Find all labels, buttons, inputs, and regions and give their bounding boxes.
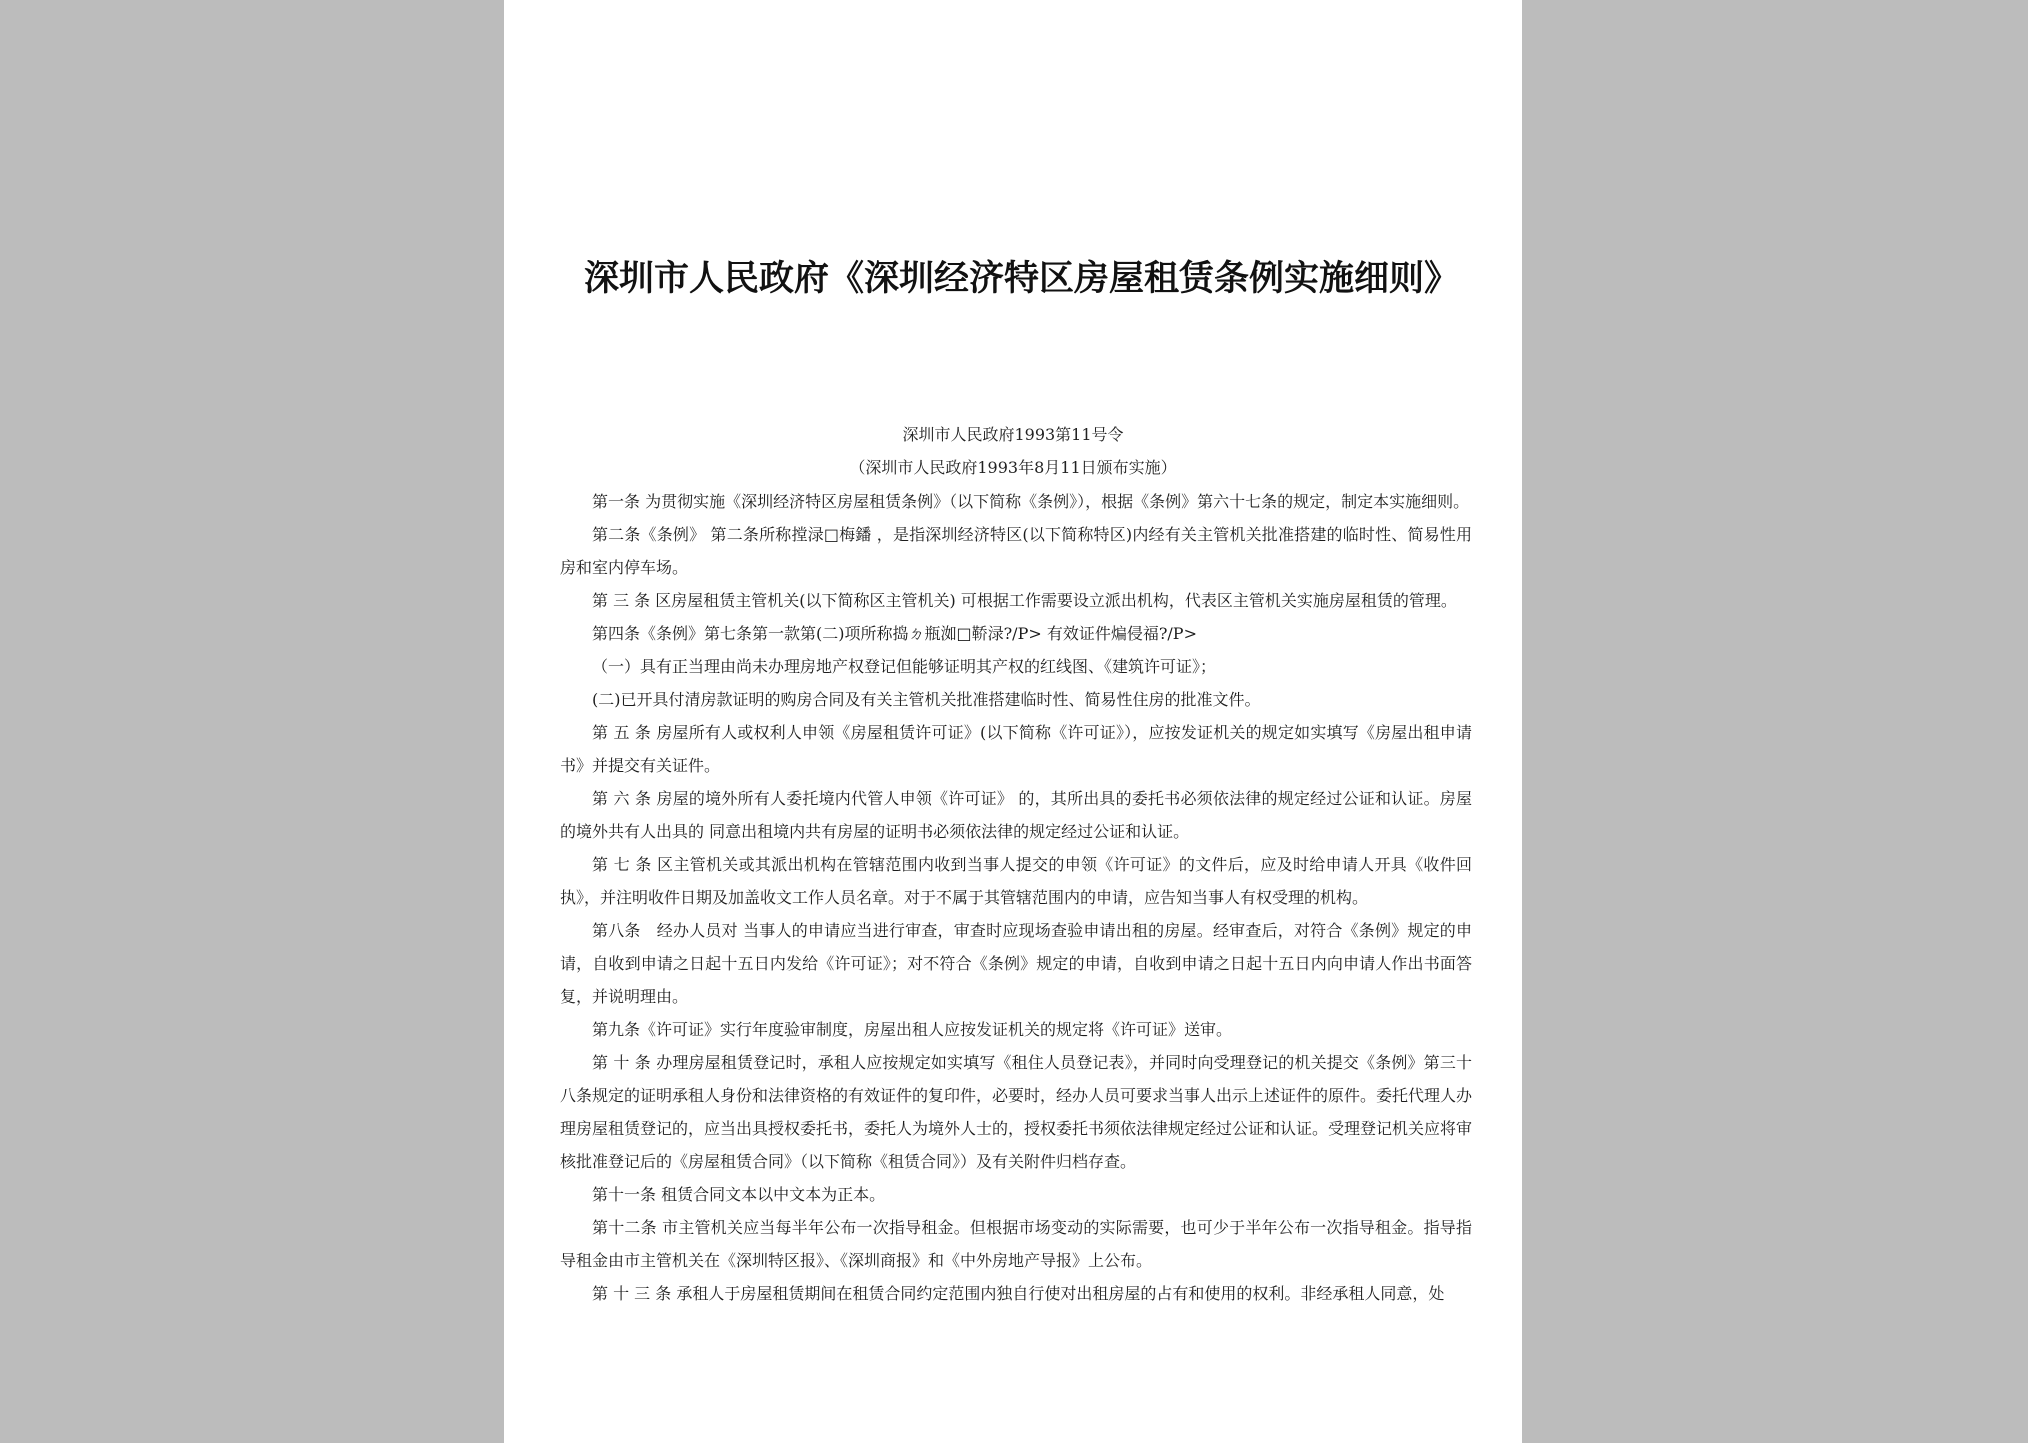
article-paragraph: 第八条 经办人员对 当事人的申请应当进行审查，审查时应现场查验申请出租的房屋。经审查后，对符合《条例》规定的申请，自收到申请之日起十五日内发给《许可证》；对不符合《条例》规定的申请，自收到申请之日起十五日内向申请人作出书面答复，并说明理由。: [560, 921, 1472, 1006]
article-paragraph: 第 三 条 区房屋租赁主管机关(以下简称区主管机关) 可根据工作需要设立派出机构，代表区主管机关实施房屋租赁的管理。: [592, 591, 1457, 610]
promulgation-note: （深圳市人民政府1993年8月11日颁布实施）: [849, 458, 1177, 477]
article-paragraph: 第九条《许可证》实行年度验审制度，房屋出租人应按发证机关的规定将《许可证》送审。: [592, 1020, 1233, 1039]
article-paragraph: 第 五 条 房屋所有人或权利人申领《房屋租赁许可证》(以下简称《许可证》），应按发证机关的规定如实填写《房屋出租申请书》并提交有关证件。: [560, 723, 1472, 775]
article-paragraph: (二)已开具付清房款证明的购房合同及有关主管机关批准搭建临时性、简易性住房的批准文件。: [592, 690, 1261, 709]
order-number: 深圳市人民政府1993第11号令: [902, 425, 1124, 444]
article-paragraph: 第二条《条例》 第二条所称摚渌□梅鐇 ，是指深圳经济特区(以下简称特区)内经有关主管机关批准搭建的临时性、简易性用房和室内停车场。: [560, 525, 1472, 577]
document-body: [560, 485, 1472, 1310]
article-paragraph: 第 十 条 办理房屋租赁登记时，承租人应按规定如实填写《租住人员登记表》，并同时向受理登记的机关提交《条例》第三十八条规定的证明承租人身份和法律资格的有效证件的复印件，必要时，经办人员可要求当事人出示上述证件的原件。委托代理人办理房屋租赁登记的，应当出具授权委托书，委托人为境外人士的，授权委托书须依法律规定经过公证和认证。受理登记机关应将审核批准登记后的《房屋租赁合同》（以下简称《租赁合同》）及有关附件归档存查。: [560, 1053, 1473, 1171]
article-paragraph: 第 十 三 条 承租人于房屋租赁期间在租赁合同约定范围内独自行使对出租房屋的占有和使用的权利。非经承租人同意，处: [592, 1284, 1445, 1303]
document-page: [504, 0, 1522, 1443]
article-paragraph: 第 六 条 房屋的境外所有人委托境内代管人申领《许可证》 的，其所出具的委托书必须依法律的规定经过公证和认证。房屋的境外共有人出具的 同意出租境内共有房屋的证明书必须依法律的规定经过公证和认证。: [560, 789, 1472, 841]
document-title: 深圳市人民政府《深圳经济特区房屋租赁条例实施细则》: [584, 258, 1460, 299]
article-paragraph: 第四条《条例》第七条第一款第(二)项所称捣ㄉ瓶洳□鞒渌?/P> 有效证件煸侵福?/P>: [592, 624, 1197, 643]
article-paragraph: 第 七 条 区主管机关或其派出机构在管辖范围内收到当事人提交的申领《许可证》的文件后，应及时给申请人开具《收件回执》，并注明收件日期及加盖收文工作人员名章。对于不属于其管辖范围内的申请，应告知当事人有权受理的机构。: [560, 855, 1472, 907]
article-paragraph: 第十一条 租赁合同文本以中文本为正本。: [592, 1185, 886, 1204]
article-paragraph: （一）具有正当理由尚未办理房地产权登记但能够证明其产权的红线图、《建筑许可证》；: [592, 657, 1217, 676]
article-paragraph: 第一条 为贯彻实施《深圳经济特区房屋租赁条例》（以下简称《条例》），根据《条例》第六十七条的规定，制定本实施细则。: [592, 492, 1470, 511]
article-paragraph: 第十二条 市主管机关应当每半年公布一次指导租金。但根据市场变动的实际需要，也可少于半年公布一次指导租金。指导指导租金由市主管机关在《深圳特区报》、《深圳商报》和《中外房地产导报》上公布。: [560, 1218, 1472, 1270]
